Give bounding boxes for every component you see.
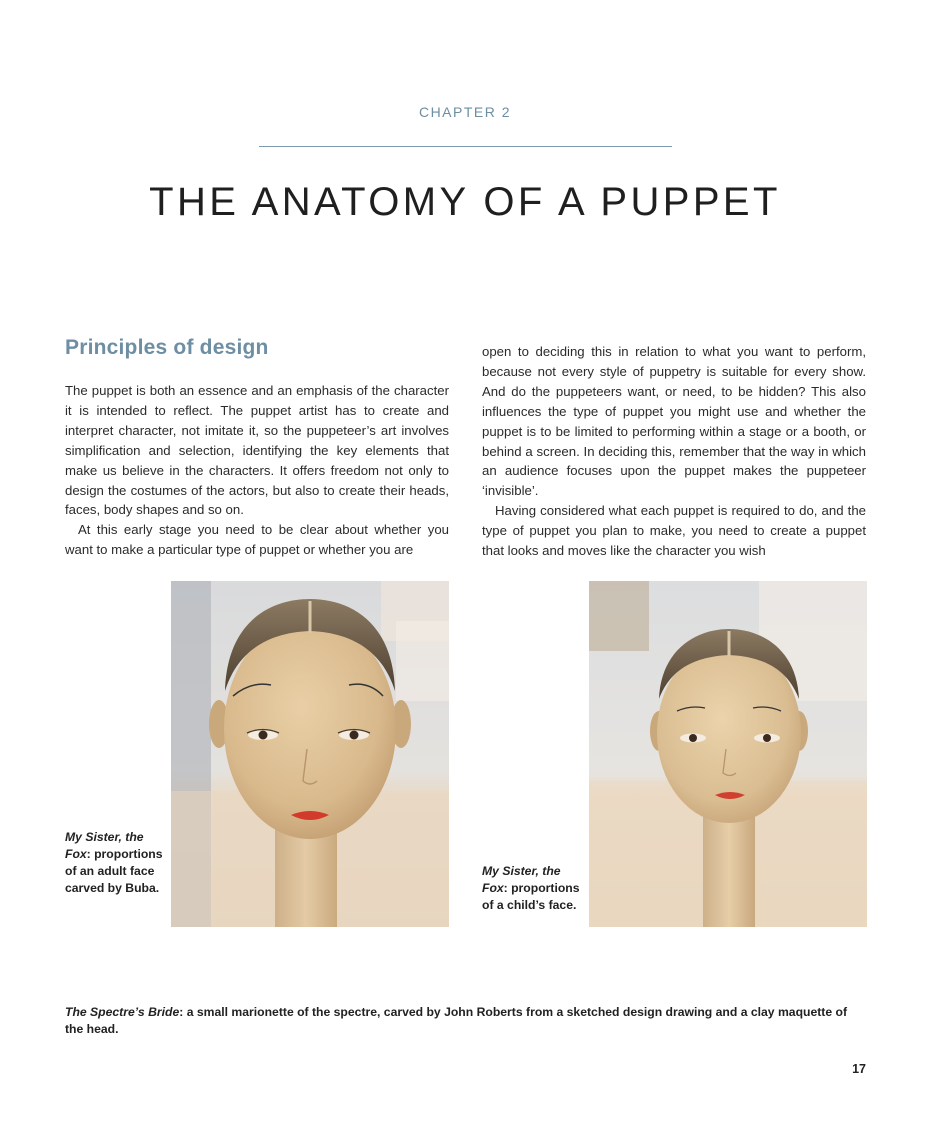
section-heading: Principles of design xyxy=(65,336,269,359)
photo-child-puppet-head xyxy=(589,581,867,927)
chapter-divider xyxy=(259,146,672,147)
chapter-label: CHAPTER 2 xyxy=(418,104,512,120)
caption-text: : a small marionette of the spectre, carved by John Roberts from a sketched design drawing and a clay maquette of the head. xyxy=(65,1005,848,1036)
paragraph: At this early stage you need to be clear about whether you want to make a particular type of puppet or whether you are xyxy=(65,522,449,558)
paragraph: open to deciding this in relation to what you want to perform, because not every style of puppetry is suitable for every show. And do the puppeteers want, or need, to be hidden? This also influences the type of puppet you might use and whether the puppet is to be limited to performing within a stage or a booth, or behind a screen. In deciding this, remember that the way in which an audience focuses upon the puppet makes the puppeteer ‘invisible’. xyxy=(482,344,866,499)
caption-title: My Sister, the Fox xyxy=(65,830,144,861)
caption-title: The Spectre’s Bride xyxy=(65,1005,180,1019)
caption-text: : proportions of an adult face carved by Buba. xyxy=(65,847,163,895)
caption-child-face xyxy=(482,863,582,914)
caption-title: My Sister, the Fox xyxy=(482,864,561,895)
caption-adult-face xyxy=(65,829,165,897)
body-column-left xyxy=(65,381,449,560)
page-number: 17 xyxy=(852,1062,866,1076)
chapter-title: THE ANATOMY OF A PUPPET xyxy=(149,180,781,224)
caption-text: : proportions of a child’s face. xyxy=(482,881,580,912)
caption-spectres-bride xyxy=(65,1004,865,1038)
body-column-right xyxy=(482,342,866,561)
photo-adult-puppet-head xyxy=(171,581,449,927)
paragraph: The puppet is both an essence and an emphasis of the character it is intended to reflect. The puppet artist has to create and interpret character, not imitate it, so the puppeteer’s art involves simplification and selection, identifying the key elements that make us believe in the characters. It offers freedom not only to design the costumes of the actors, but also to create their heads, faces, body shapes and so on. xyxy=(65,383,449,518)
paragraph: Having considered what each puppet is required to do, and the type of puppet you plan to make, you need to create a puppet that looks and moves like the character you wish xyxy=(482,503,866,559)
